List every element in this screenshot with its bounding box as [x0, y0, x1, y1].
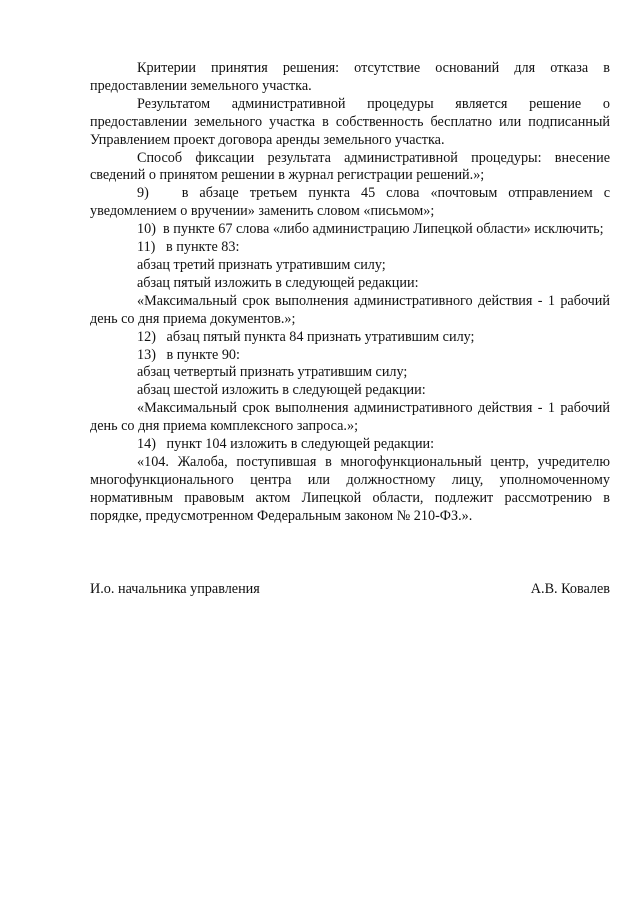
paragraph-item-9: 9) в абзаце третьем пункта 45 слова «почтовым отправлением с уведомлением о вручении» заменить словом «письмом»; [90, 185, 610, 220]
paragraph-item-11-b: абзац пятый изложить в следующей редакции: [137, 274, 419, 291]
signature-name: А.В. Ковалев [530, 581, 610, 597]
paragraph-item-14: 14) пункт 104 изложить в следующей редакции: [137, 436, 435, 453]
document-body [90, 60, 610, 526]
paragraph-item-11: 11) в пункте 83: [137, 239, 240, 256]
paragraph-item-13-quote: «Максимальный срок выполнения административного действия - 1 рабочий день со дня приема комплексного запроса.»; [90, 400, 610, 435]
paragraph-item-12: 12) абзац пятый пункта 84 признать утратившим силу; [137, 328, 475, 345]
signature-position: И.о. начальника управления [90, 581, 260, 597]
paragraph-result: Результатом административной процедуры является решение о предоставлении земельного участка в собственность бесплатно или подписанный Управлением проект договора аренды земельного участка. [90, 95, 610, 148]
paragraph-item-14-quote: «104. Жалоба, поступившая в многофункциональный центр, учредителю многофункционального центра или должностному лицу, уполномоченному нормативным правовым актом Липецкой области, подлежит рассмотрению в порядке, предусмотренном Федеральным законом № 210-ФЗ.». [90, 453, 610, 524]
paragraph-item-13: 13) в пункте 90: [137, 346, 240, 363]
paragraph-item-11-a: абзац третий признать утратившим силу; [137, 256, 386, 273]
paragraph-item-11-quote: «Максимальный срок выполнения административного действия - 1 рабочий день со дня приема документов.»; [90, 292, 610, 327]
paragraph-item-13-b: абзац шестой изложить в следующей редакции: [137, 382, 426, 399]
paragraph-fixation: Способ фиксации результата административной процедуры: внесение сведений о принятом решении в журнал регистрации решений.»; [90, 149, 610, 184]
paragraph-item-10: 10) в пункте 67 слова «либо администрацию Липецкой области» исключить; [137, 221, 604, 238]
paragraph-item-13-a: абзац четвертый признать утратившим силу; [137, 364, 408, 381]
signature-block [90, 581, 610, 601]
paragraph-criteria: Критерии принятия решения: отсутствие оснований для отказа в предоставлении земельного участка. [90, 60, 610, 94]
